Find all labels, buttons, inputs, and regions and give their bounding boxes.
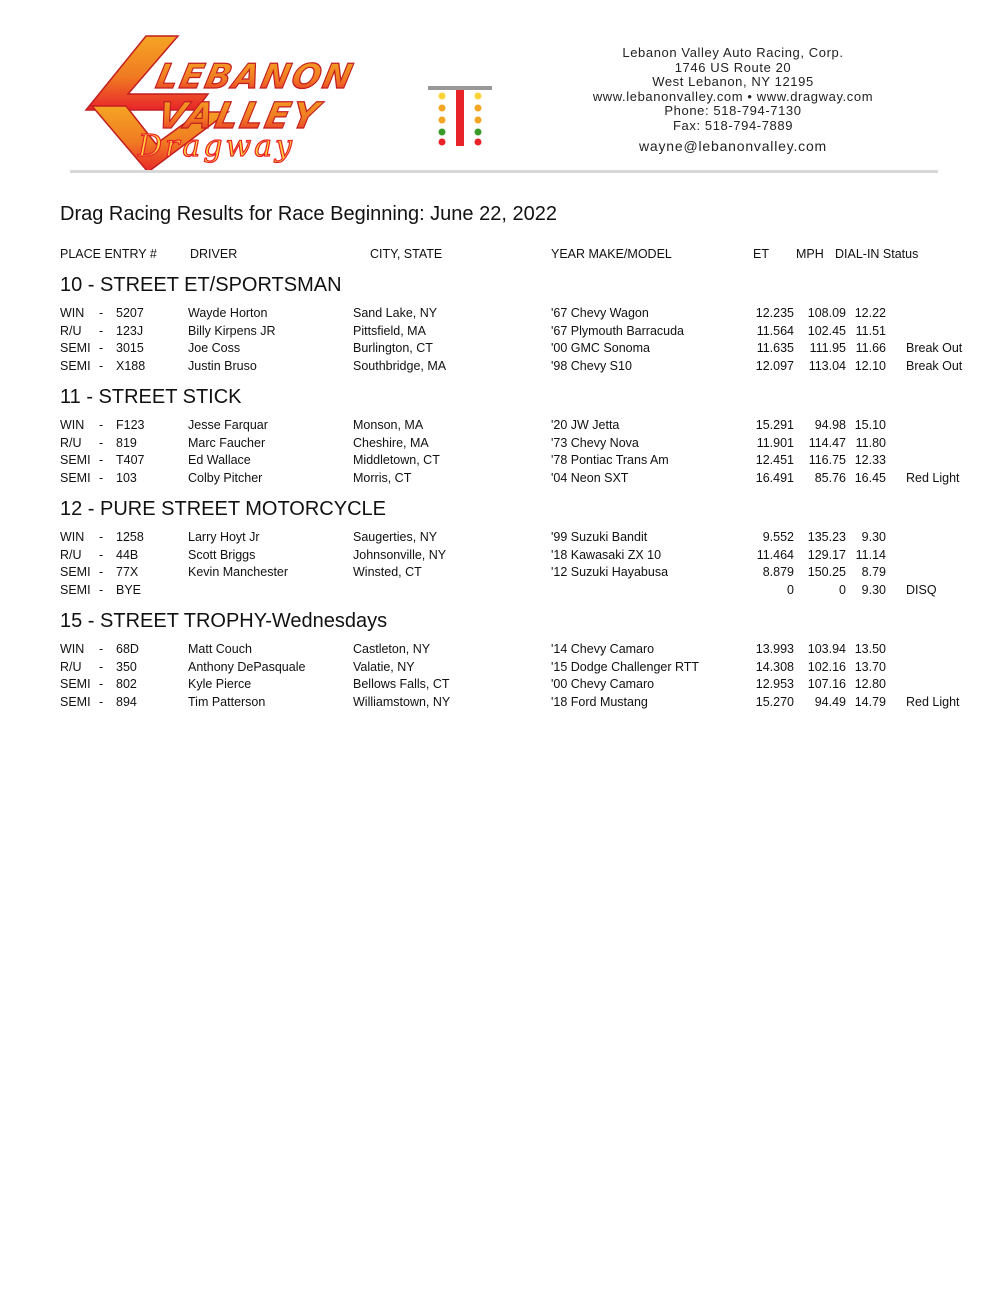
entry: 123J xyxy=(116,323,144,338)
entry: 103 xyxy=(116,471,137,486)
make-model: '12 Suzuki Hayabusa xyxy=(551,565,669,580)
city-state: Sand Lake, NY xyxy=(353,306,438,320)
result-row xyxy=(0,695,1000,713)
starting-tree-icon xyxy=(428,86,492,146)
et: 12.451 xyxy=(755,453,794,468)
entry: 1258 xyxy=(116,530,144,544)
result-row xyxy=(0,436,1000,454)
dash: - xyxy=(99,583,104,598)
et: 15.291 xyxy=(755,418,794,432)
logo-word-lebanon: LEBANON xyxy=(152,57,358,97)
mph: 94.98 xyxy=(814,418,846,432)
mph: 85.76 xyxy=(814,471,846,486)
entry: 350 xyxy=(116,659,137,674)
mph: 113.04 xyxy=(808,359,846,374)
dial-in: 12.10 xyxy=(854,359,886,374)
mph: 0 xyxy=(839,583,846,598)
dash: - xyxy=(99,418,104,432)
entry: 802 xyxy=(116,677,137,692)
et: 11.464 xyxy=(756,547,794,562)
city-state: Morris, CT xyxy=(353,471,412,486)
dash: - xyxy=(99,453,104,468)
dial-in: 11.14 xyxy=(855,547,886,562)
city-state: Johnsonville, NY xyxy=(353,547,447,562)
mph: 135.23 xyxy=(807,530,846,544)
mph: 150.25 xyxy=(807,565,846,580)
header-divider xyxy=(70,170,938,173)
section-title: 11 - STREET STICK xyxy=(60,386,242,408)
dash: - xyxy=(99,471,104,486)
phone: Phone: 518-794-7130 xyxy=(664,103,802,119)
result-row xyxy=(0,306,1000,324)
result-row xyxy=(0,418,1000,436)
city-state: Monson, MA xyxy=(353,418,424,432)
place: R/U xyxy=(60,659,82,674)
result-row xyxy=(0,548,1000,566)
mph: 116.75 xyxy=(808,453,846,468)
et: 11.635 xyxy=(756,341,794,356)
city-state: Cheshire, MA xyxy=(353,435,429,450)
dial-in: 12.80 xyxy=(854,677,886,692)
et: 15.270 xyxy=(755,695,794,710)
dash: - xyxy=(99,359,104,374)
result-row xyxy=(0,565,1000,583)
et: 12.097 xyxy=(755,359,794,374)
dial-in: 15.10 xyxy=(854,418,886,432)
driver: Tim Patterson xyxy=(188,695,266,710)
section-title: 10 - STREET ET/SPORTSMAN xyxy=(60,274,342,296)
et: 8.879 xyxy=(762,565,794,580)
place: R/U xyxy=(60,547,82,562)
driver: Jesse Farquar xyxy=(188,418,268,432)
city-state: Valatie, NY xyxy=(353,659,415,674)
make-model: '73 Chevy Nova xyxy=(551,435,639,450)
mph: 94.49 xyxy=(814,695,846,710)
street-address: 1746 US Route 20 xyxy=(674,59,792,75)
make-model: '67 Plymouth Barracuda xyxy=(551,323,685,338)
dash: - xyxy=(99,435,104,450)
driver: Matt Couch xyxy=(188,642,252,656)
logo-word-valley: VALLEY xyxy=(154,94,325,137)
fax: Fax: 518-794-7889 xyxy=(672,117,794,133)
et: 0 xyxy=(787,583,794,598)
et: 16.491 xyxy=(755,471,794,486)
et: 14.308 xyxy=(755,659,794,674)
et: 12.953 xyxy=(755,677,794,692)
logo-word-dragway: Dragway xyxy=(138,129,295,164)
make-model: '00 GMC Sonoma xyxy=(551,341,650,356)
contact-block xyxy=(538,46,928,153)
dial-in: 11.80 xyxy=(855,435,886,450)
mph: 102.45 xyxy=(807,323,846,338)
entry: 44B xyxy=(116,547,139,562)
dial-in: 9.30 xyxy=(861,583,886,598)
mph: 129.17 xyxy=(807,547,846,562)
place: WIN xyxy=(60,306,85,320)
status: Red Light xyxy=(906,695,960,710)
dial-in: 12.33 xyxy=(854,453,886,468)
result-row xyxy=(0,471,1000,489)
et: 11.901 xyxy=(756,435,794,450)
et: 9.552 xyxy=(762,530,794,544)
make-model: '00 Chevy Camaro xyxy=(551,677,655,692)
mph: 108.09 xyxy=(807,306,846,320)
col-year-make: YEAR MAKE/MODEL xyxy=(551,247,672,261)
result-row xyxy=(0,341,1000,359)
result-row xyxy=(0,359,1000,377)
place: SEMI xyxy=(60,565,91,580)
page-title: Drag Racing Results for Race Beginning: June 22, 2022 xyxy=(60,203,557,225)
mph: 107.16 xyxy=(807,677,846,692)
et: 11.564 xyxy=(756,323,794,338)
mph: 102.16 xyxy=(807,659,846,674)
driver: Billy Kirpens JR xyxy=(188,323,276,338)
dash: - xyxy=(99,341,104,356)
place: WIN xyxy=(60,418,85,432)
dial-in: 9.30 xyxy=(861,530,886,544)
status: DISQ xyxy=(906,583,937,598)
place: R/U xyxy=(60,323,82,338)
dash: - xyxy=(99,659,104,674)
entry: X188 xyxy=(116,359,146,374)
place: WIN xyxy=(60,530,85,544)
dial-in: 13.70 xyxy=(854,659,886,674)
make-model: '18 Ford Mustang xyxy=(551,695,648,710)
company-name: Lebanon Valley Auto Racing, Corp. xyxy=(622,45,844,60)
driver: Ed Wallace xyxy=(188,453,251,468)
dash: - xyxy=(99,306,104,320)
email: wayne@lebanonvalley.com xyxy=(639,137,827,154)
make-model: '15 Dodge Challenger RTT xyxy=(551,659,700,674)
dial-in: 8.79 xyxy=(861,565,886,580)
status: Red Light xyxy=(906,471,960,486)
city-state: Saugerties, NY xyxy=(353,530,438,544)
section-title: 12 - PURE STREET MOTORCYCLE xyxy=(60,498,386,520)
driver: Joe Coss xyxy=(188,341,241,356)
mph: 114.47 xyxy=(808,435,846,450)
lebanon-valley-dragway-logo xyxy=(68,24,538,174)
status: Break Out xyxy=(906,341,963,356)
driver: Kevin Manchester xyxy=(188,565,289,580)
col-mph: MPH xyxy=(796,247,824,261)
letterhead xyxy=(68,24,940,174)
result-row xyxy=(0,324,1000,342)
make-model: '14 Chevy Camaro xyxy=(551,642,655,656)
et: 12.235 xyxy=(755,306,794,320)
place: WIN xyxy=(60,642,85,656)
entry: 3015 xyxy=(116,341,144,356)
entry: 77X xyxy=(116,565,139,580)
place: SEMI xyxy=(60,677,91,692)
city-state: Winsted, CT xyxy=(353,565,422,580)
col-et: ET xyxy=(753,247,769,261)
dash: - xyxy=(99,323,104,338)
entry: 68D xyxy=(116,642,139,656)
make-model: '20 JW Jetta xyxy=(551,418,620,432)
result-row xyxy=(0,642,1000,660)
result-row xyxy=(0,660,1000,678)
dash: - xyxy=(99,677,104,692)
place: SEMI xyxy=(60,695,91,710)
city-state: Southbridge, MA xyxy=(353,359,447,374)
make-model: '67 Chevy Wagon xyxy=(551,306,649,320)
dial-in: 16.45 xyxy=(854,471,886,486)
dial-in: 13.50 xyxy=(854,642,886,656)
col-dial-status: DIAL-IN Status xyxy=(835,247,919,261)
make-model: '98 Chevy S10 xyxy=(551,359,632,374)
city-state: Bellows Falls, CT xyxy=(353,677,450,692)
driver: Larry Hoyt Jr xyxy=(188,530,260,544)
place: SEMI xyxy=(60,341,91,356)
make-model: '04 Neon SXT xyxy=(551,471,629,486)
dash: - xyxy=(99,695,104,710)
city-state: Middletown, CT xyxy=(353,453,440,468)
result-row xyxy=(0,453,1000,471)
make-model: '78 Pontiac Trans Am xyxy=(551,453,669,468)
dash: - xyxy=(99,547,104,562)
driver: Kyle Pierce xyxy=(188,677,252,692)
result-row xyxy=(0,677,1000,695)
entry: T407 xyxy=(116,453,145,468)
make-model: '18 Kawasaki ZX 10 xyxy=(551,547,662,562)
place: SEMI xyxy=(60,471,91,486)
entry: 819 xyxy=(116,435,137,450)
websites: www.lebanonvalley.com • www.dragway.com xyxy=(592,88,874,104)
col-city: CITY, STATE xyxy=(370,247,443,261)
status: Break Out xyxy=(906,359,963,374)
driver: Marc Faucher xyxy=(188,435,266,450)
result-row xyxy=(0,530,1000,548)
place: R/U xyxy=(60,435,82,450)
col-driver: DRIVER xyxy=(190,247,238,261)
entry: BYE xyxy=(116,583,142,598)
entry: 5207 xyxy=(116,306,144,320)
mph: 103.94 xyxy=(807,642,846,656)
driver: Wayde Horton xyxy=(188,306,268,320)
place: SEMI xyxy=(60,583,91,598)
dial-in: 12.22 xyxy=(854,306,886,320)
dash: - xyxy=(99,565,104,580)
dash: - xyxy=(99,530,104,544)
city-address: West Lebanon, NY 12195 xyxy=(652,74,814,90)
driver: Anthony DePasquale xyxy=(188,659,306,674)
col-place-entry: PLACE ENTRY # xyxy=(60,247,157,261)
city-state: Burlington, CT xyxy=(353,341,433,356)
dial-in: 11.51 xyxy=(855,323,886,338)
et: 13.993 xyxy=(755,642,794,656)
driver: Justin Bruso xyxy=(188,359,257,374)
driver: Scott Briggs xyxy=(188,547,256,562)
place: SEMI xyxy=(60,453,91,468)
city-state: Pittsfield, MA xyxy=(353,323,426,338)
city-state: Castleton, NY xyxy=(353,642,431,656)
dash: - xyxy=(99,642,104,656)
section-title: 15 - STREET TROPHY-Wednesdays xyxy=(60,610,388,632)
city-state: Williamstown, NY xyxy=(353,695,451,710)
driver: Colby Pitcher xyxy=(188,471,263,486)
entry: 894 xyxy=(116,695,137,710)
mph: 111.95 xyxy=(809,341,846,356)
dial-in: 11.66 xyxy=(855,341,886,356)
place: SEMI xyxy=(60,359,91,374)
dial-in: 14.79 xyxy=(854,695,886,710)
result-row xyxy=(0,583,1000,601)
entry: F123 xyxy=(116,418,145,432)
make-model: '99 Suzuki Bandit xyxy=(551,530,648,544)
